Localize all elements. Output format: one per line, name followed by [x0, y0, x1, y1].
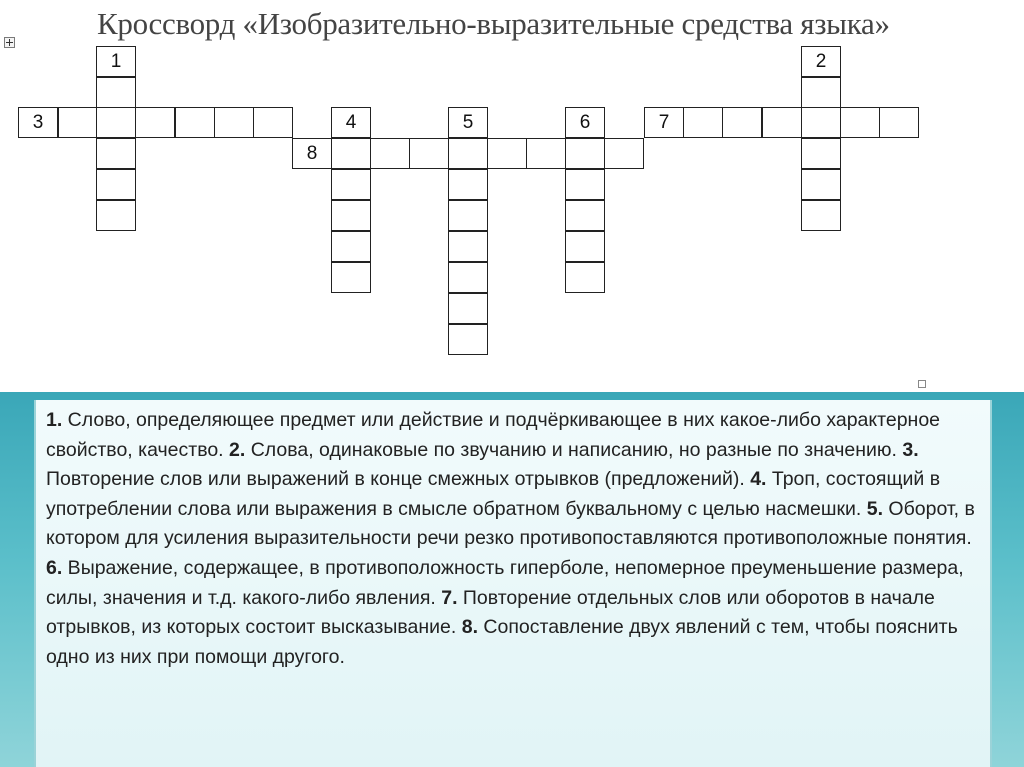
crossword-cell[interactable] — [331, 200, 371, 231]
clue-text: Слово, определяющее предмет или действие и подчёркивающее в них какое-либо характерное свойство, качество. — [46, 409, 941, 461]
crossword-cell[interactable] — [96, 107, 136, 138]
crossword-cell[interactable] — [722, 107, 762, 138]
crossword-cell[interactable] — [879, 107, 919, 138]
crossword-cell[interactable] — [448, 138, 488, 169]
crossword-cell-6[interactable] — [565, 107, 605, 138]
clue-text: Сопоставление двух явлений с тем, чтобы пояснить одно из них при помощи другого. — [46, 616, 958, 668]
crossword-cell[interactable] — [565, 262, 605, 293]
crossword-cell-3[interactable] — [18, 107, 58, 138]
crossword-cell[interactable] — [801, 77, 841, 108]
crossword-cell-1[interactable] — [96, 46, 136, 77]
clue-text: Оборот, в котором для усиления выразительности речи резко противопоставляются противоположные понятия. — [46, 497, 975, 550]
clue-number: 4. — [750, 468, 767, 491]
clue-number: 2. — [229, 438, 246, 461]
clues-panel — [34, 400, 992, 767]
crossword-cell[interactable] — [526, 138, 566, 169]
clue-number-label: 2 — [815, 50, 827, 72]
crossword-cell[interactable] — [840, 107, 880, 138]
crossword-cell[interactable] — [175, 107, 215, 138]
crossword-cell[interactable] — [683, 107, 723, 138]
crossword-cell[interactable] — [331, 262, 371, 293]
clue-text: Повторение отдельных слов или оборотов в начале отрывков, из которых состоит высказывание. — [46, 586, 935, 639]
clue-number: 3. — [902, 438, 919, 461]
clue-text: Повторение слов или выражений в конце смежных отрывков (предложений). — [46, 468, 751, 491]
clue-number: 5. — [866, 497, 883, 520]
clue-number-label: 4 — [345, 111, 357, 133]
clue-number-label: 6 — [579, 111, 591, 133]
crossword-cell-8[interactable] — [292, 138, 332, 169]
crossword-cell[interactable] — [331, 169, 371, 200]
clue-text: Слова, одинаковые по звучанию и написанию, но разные по значению. — [245, 438, 903, 461]
crossword-cell-7[interactable] — [644, 107, 684, 138]
crossword-cell[interactable] — [801, 107, 841, 138]
crossword-cell[interactable] — [96, 200, 136, 231]
crossword-cell[interactable] — [801, 169, 841, 200]
clue-number: 1. — [46, 409, 63, 431]
table-move-handle-icon[interactable] — [4, 37, 15, 48]
crossword-cell[interactable] — [96, 169, 136, 200]
crossword-cell[interactable] — [96, 77, 136, 108]
clue-number: 6. — [46, 556, 63, 579]
crossword-cell[interactable] — [448, 169, 488, 200]
clue-number-label: 7 — [658, 111, 670, 133]
crossword-cell[interactable] — [448, 293, 488, 324]
crossword-cell-4[interactable] — [331, 107, 371, 138]
clue-number: 8. — [461, 616, 478, 639]
resize-handle-icon[interactable] — [918, 380, 926, 388]
crossword-cell[interactable] — [58, 107, 98, 138]
crossword-cell[interactable] — [409, 138, 449, 169]
crossword-cell[interactable] — [565, 231, 605, 262]
crossword-cell[interactable] — [565, 200, 605, 231]
crossword-cell[interactable] — [604, 138, 644, 169]
crossword-cell[interactable] — [448, 231, 488, 262]
crossword-cell[interactable] — [762, 107, 802, 138]
crossword-cell[interactable] — [448, 324, 488, 355]
crossword-cell[interactable] — [331, 231, 371, 262]
clue-number: 7. — [441, 586, 458, 609]
crossword-cell[interactable] — [565, 169, 605, 200]
crossword-cell-5[interactable] — [448, 107, 488, 138]
crossword-cell[interactable] — [487, 138, 527, 169]
crossword-cell[interactable] — [135, 107, 175, 138]
crossword-cell[interactable] — [331, 138, 371, 169]
crossword-cell[interactable] — [565, 138, 605, 169]
crossword-cell[interactable] — [370, 138, 410, 169]
crossword-cell[interactable] — [448, 200, 488, 231]
clue-text: Троп, состоящий в употреблении слова или выражения в смысле обратном буквальному с целью насмешки. — [46, 468, 941, 520]
crossword-cell[interactable] — [253, 107, 293, 138]
clue-number-label: 1 — [110, 50, 122, 72]
clue-text: Выражение, содержащее, в противоположность гиперболе, непомерное преуменьшение размера, силы, значения и т.д. какого-либо явления. — [46, 556, 964, 609]
crossword-cell[interactable] — [214, 107, 254, 138]
crossword-cell[interactable] — [448, 262, 488, 293]
crossword-cell[interactable] — [801, 200, 841, 231]
crossword-cell[interactable] — [96, 138, 136, 169]
page-title: Кроссворд «Изобразительно-выразительные средства языка» — [97, 6, 890, 41]
crossword-cell-2[interactable] — [801, 46, 841, 77]
clue-number-label: 3 — [32, 111, 44, 133]
clue-number-label: 5 — [462, 111, 474, 133]
crossword-cell[interactable] — [801, 138, 841, 169]
clue-number-label: 8 — [306, 142, 318, 164]
